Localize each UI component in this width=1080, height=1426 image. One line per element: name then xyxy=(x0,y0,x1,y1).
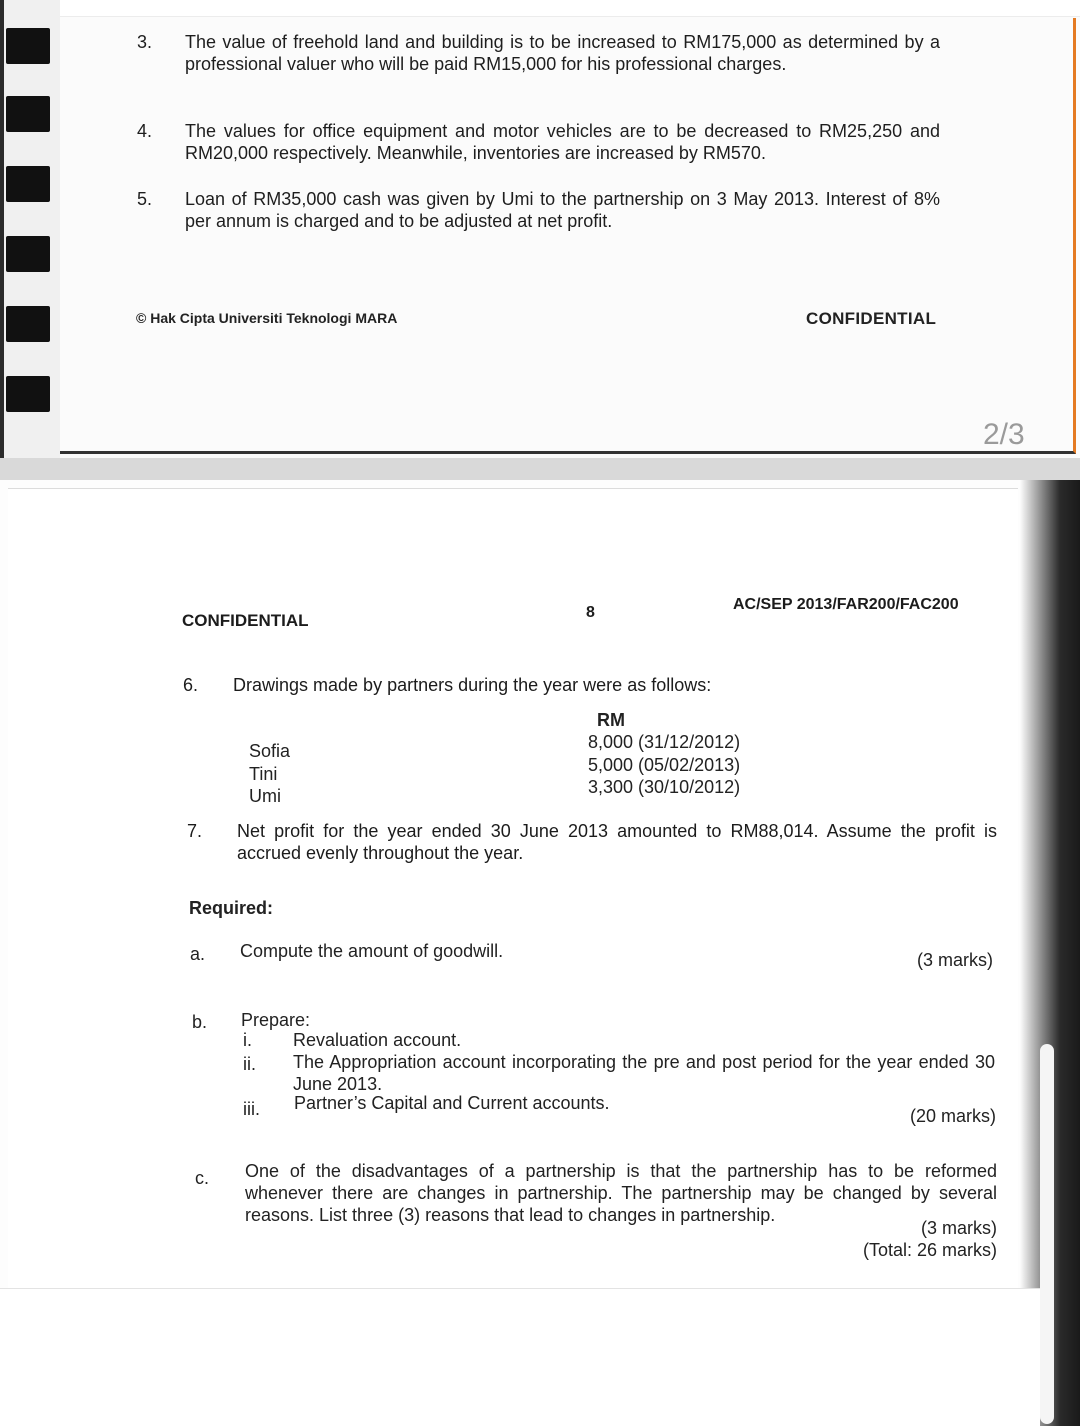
header-confidential: CONFIDENTIAL xyxy=(182,611,309,630)
binding-tab xyxy=(6,376,50,412)
question-letter: c. xyxy=(195,1168,210,1188)
scrollbar[interactable] xyxy=(1040,1044,1054,1424)
exam-code: AC/SEP 2013/FAR200/FAC200 xyxy=(733,596,959,613)
item-text: Loan of RM35,000 cash was given by Umi to the partnership on 3 May 2013. Interest of 8% per annum is charged and to be adjusted at net profit. xyxy=(185,189,940,231)
item-number: 4. xyxy=(137,121,153,141)
item-text: The values for office equipment and motor vehicles are to be decreased to RM25,250 and RM20,000 respectively. Meanwhile, inventories are increased by RM570. xyxy=(185,121,940,163)
drawings-amount: 3,300 (30/10/2012) xyxy=(588,777,741,797)
next-page-edge xyxy=(0,1288,1040,1426)
marks-label: (3 marks) xyxy=(917,950,993,970)
page-gap xyxy=(0,458,1080,480)
question-letter: b. xyxy=(192,1012,208,1032)
subitem-text: Partner’s Capital and Current accounts. xyxy=(294,1093,610,1113)
list-item xyxy=(187,820,1007,864)
confidential-label: CONFIDENTIAL xyxy=(806,309,937,328)
copyright-notice: © Hak Cipta Universiti Teknologi MARA xyxy=(136,310,398,326)
page-number: 8 xyxy=(586,604,595,621)
drawings-partner-name: Umi xyxy=(249,786,281,806)
subitem-text: Revaluation account. xyxy=(293,1030,462,1050)
drawings-column-header: RM xyxy=(597,710,625,730)
question-letter: a. xyxy=(190,944,206,964)
page-top-edge xyxy=(0,0,1080,17)
list-item xyxy=(183,674,1003,696)
item-number: 6. xyxy=(183,675,199,695)
binding-tab xyxy=(6,166,50,202)
required-heading: Required: xyxy=(189,898,274,918)
page-border xyxy=(4,18,1076,454)
binding-tab xyxy=(6,236,50,272)
item-text: The value of freehold land and building is to be increased to RM175,000 as determined by a professional valuer who will be paid RM15,000 for his professional charges. xyxy=(185,32,940,74)
drawings-partner-name: Sofia xyxy=(249,741,291,761)
item-number: 5. xyxy=(137,189,153,209)
drawings-amount: 8,000 (31/12/2012) xyxy=(588,732,741,752)
item-text: Drawings made by partners during the year were as follows: xyxy=(233,675,712,695)
page-counter: 2/3 xyxy=(983,418,1025,451)
subitem-number: iii. xyxy=(243,1099,260,1119)
question-text: Prepare: xyxy=(241,1010,311,1030)
current-page xyxy=(0,480,1080,1426)
spiral-binding xyxy=(0,0,60,458)
binding-tab xyxy=(6,96,50,132)
binding-tab xyxy=(6,28,50,64)
item-number: 7. xyxy=(187,821,203,841)
item-number: 3. xyxy=(137,32,153,52)
marks-label: (20 marks) xyxy=(909,1106,996,1126)
drawings-amount: 5,000 (05/02/2013) xyxy=(588,755,741,775)
item-text: Net profit for the year ended 30 June 2013 amounted to RM88,014. Assume the profit is accrued evenly throughout the year. xyxy=(237,821,997,863)
subitem-number: ii. xyxy=(243,1054,256,1074)
subitem-text: The Appropriation account incorporating the pre and post period for the year ended 30 June 2013. xyxy=(293,1052,995,1094)
marks-label: (3 marks) xyxy=(921,1218,997,1238)
question-text: Compute the amount of goodwill. xyxy=(240,941,504,961)
drawings-partner-name: Tini xyxy=(249,764,278,784)
total-marks: (Total: 26 marks) xyxy=(862,1240,997,1260)
question-text: One of the disadvantages of a partnership is that the partnership has to be reformed whenever there are changes in partnership. The partnership may be changed by several reasons. List three (3) reasons that lead to changes in partnership. xyxy=(245,1161,997,1225)
binding-tab xyxy=(6,306,50,342)
previous-page xyxy=(0,0,1080,458)
subitem-number: i. xyxy=(243,1030,252,1050)
